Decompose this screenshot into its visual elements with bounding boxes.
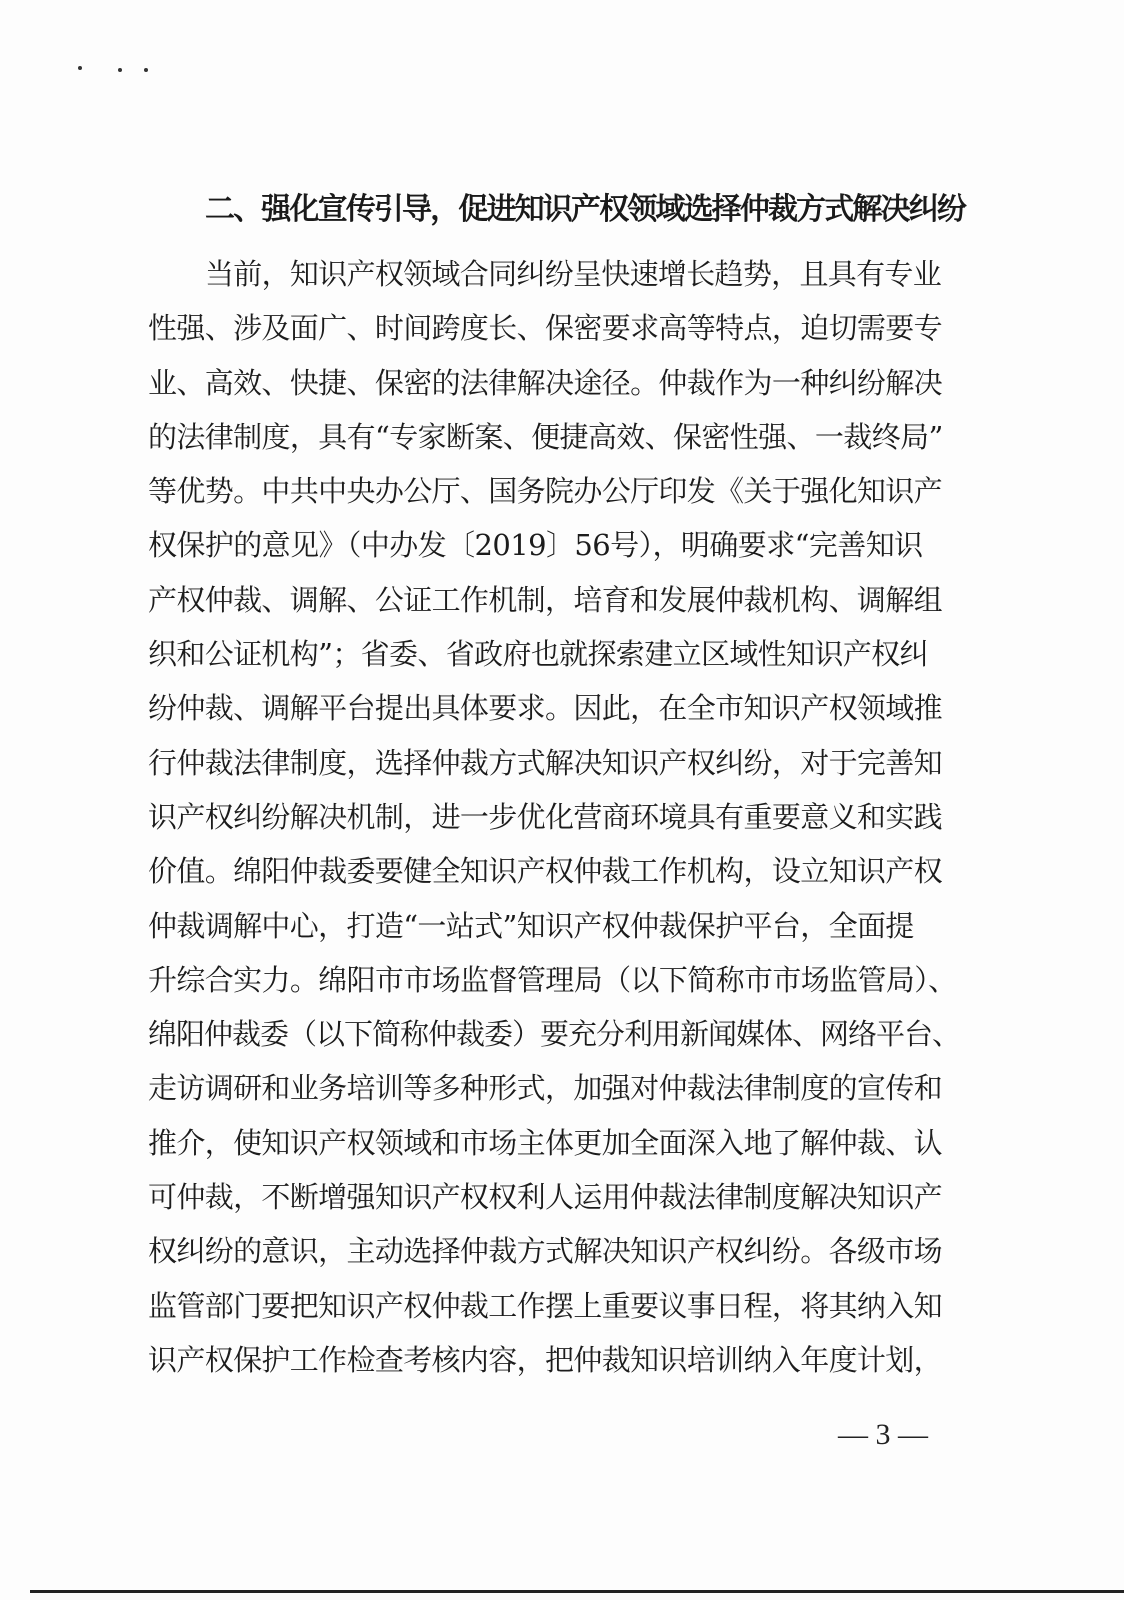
- paragraph-line: 推介，使知识产权领域和市场主体更加全面深入地了解仲裁、认: [148, 1125, 943, 1160]
- paragraph-line: 等优势。中共中央办公厅、国务院办公厅印发《关于强化知识产: [148, 474, 943, 509]
- bottom-scan-edge: [30, 1590, 1124, 1593]
- paragraph-line: 仲裁调解中心，打造“一站式”知识产权仲裁保护平台，全面提: [148, 908, 914, 943]
- paragraph-line: 识产权纠纷解决机制，进一步优化营商环境具有重要意义和实践: [148, 799, 943, 834]
- paragraph-line: 绵阳仲裁委（以下简称仲裁委）要充分利用新闻媒体、网络平台、: [148, 1017, 961, 1052]
- paragraph-line: 性强、涉及面广、时间跨度长、保密要求高等特点，迫切需要专: [148, 311, 943, 346]
- paragraph-line: 升综合实力。绵阳市市场监督管理局（以下简称市市场监管局）、: [148, 962, 957, 997]
- paragraph-line: 当前，知识产权领域合同纠纷呈快速增长趋势，且具有专业: [205, 257, 942, 291]
- paragraph-line: 价值。绵阳仲裁委要健全知识产权仲裁工作机构，设立知识产权: [148, 854, 943, 889]
- paragraph-line: 业、高效、快捷、保密的法律解决途径。仲裁作为一种纠纷解决: [148, 365, 943, 400]
- page-number: — 3 —: [838, 1418, 928, 1451]
- paragraph-line: 权保护的意见》（中办发〔2019〕56号），明确要求“完善知识: [148, 528, 923, 563]
- paragraph-line: 权纠纷的意识，主动选择仲裁方式解决知识产权纠纷。各级市场: [148, 1234, 943, 1269]
- paragraph-line: 纷仲裁、调解平台提出具体要求。因此，在全市知识产权领域推: [148, 691, 943, 726]
- paragraph-line: 监管部门要把知识产权仲裁工作摆上重要议事日程，将其纳入知: [148, 1288, 943, 1323]
- paragraph-line: 产权仲裁、调解、公证工作机制，培育和发展仲裁机构、调解组: [148, 582, 943, 617]
- paragraph-line: 可仲裁，不断增强知识产权权利人运用仲裁法律制度解决知识产: [148, 1180, 943, 1215]
- body-paragraph: [148, 247, 978, 1387]
- paragraph-line: 行仲裁法律制度，选择仲裁方式解决知识产权纠纷，对于完善知: [148, 745, 943, 780]
- paragraph-line: 织和公证机构”；省委、省政府也就探索建立区域性知识产权纠: [148, 637, 928, 672]
- section-heading: 二、强化宣传引导，促进知识产权领域选择仲裁方式解决纠纷: [205, 192, 965, 227]
- paragraph-line: 识产权保护工作检查考核内容，把仲裁知识培训纳入年度计划，: [148, 1342, 943, 1377]
- paragraph-line: 的法律制度，具有“专家断案、便捷高效、保密性强、一裁终局”: [148, 419, 943, 454]
- paragraph-line: 走访调研和业务培训等多种形式，加强对仲裁法律制度的宣传和: [148, 1071, 943, 1106]
